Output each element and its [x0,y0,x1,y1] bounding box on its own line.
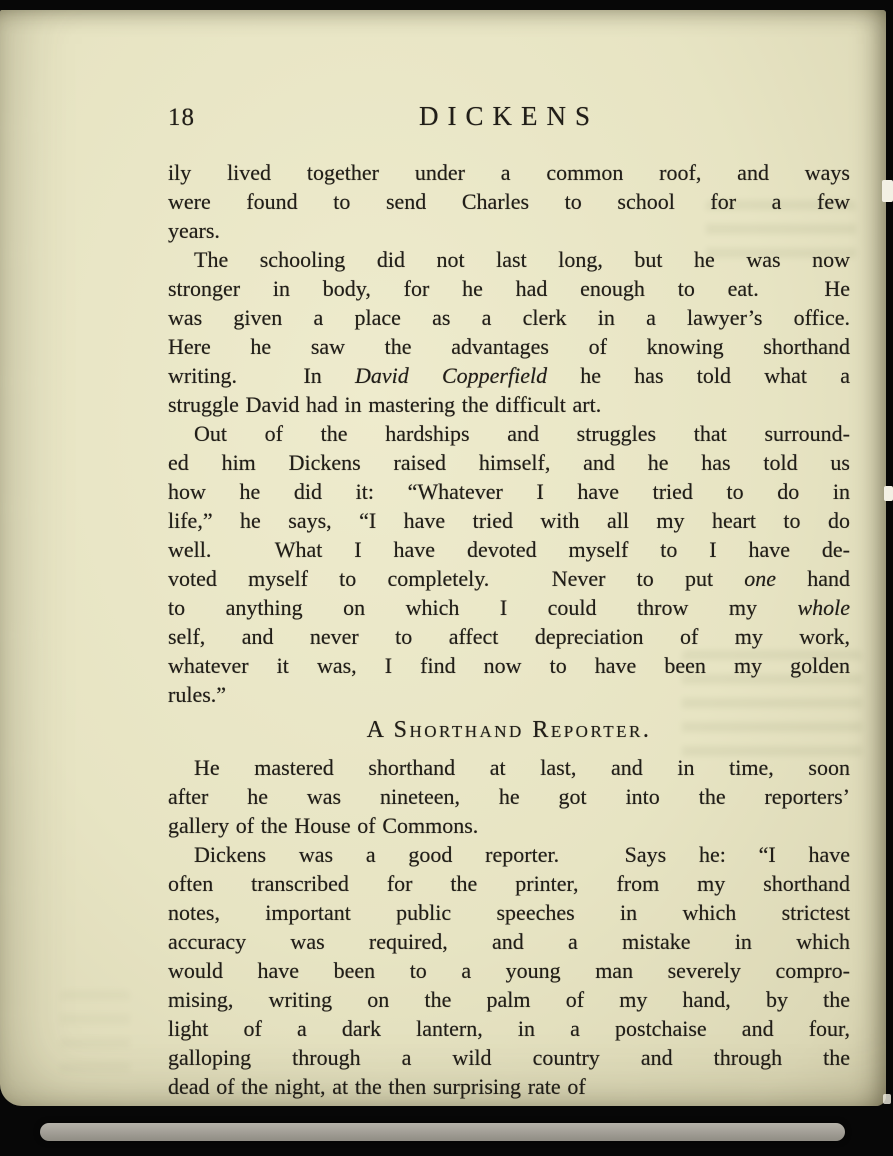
text-line: writing. In David Copperfield he has told what a [168,363,850,388]
text-line: struggle David had in mastering the difficult art. [168,392,602,417]
paragraph [168,245,850,419]
section-heading: A Shorthand Reporter. [366,717,652,743]
text-line: mising, writing on the palm of my hand, by the [168,987,850,1012]
text-line: would have been to a young man severely compro- [168,958,850,983]
text-line: were found to send Charles to school for a few [168,189,850,214]
text-line: Here he saw the advantages of knowing shorthand [168,334,850,359]
paragraph [168,158,850,245]
paragraph [168,419,850,709]
text-line: Dickens was a good reporter. Says he: “I have [194,842,850,867]
text-line: after he was nineteen, he got into the reporters’ [168,784,850,809]
scan-artifact [883,1094,891,1104]
paragraph [168,840,850,1101]
text-line: ed him Dickens raised himself, and he has told us [168,450,850,475]
text-line: stronger in body, for he had enough to eat. He [168,276,850,301]
text-line: voted myself to completely. Never to put one hand [168,566,850,591]
text-line: years. [168,218,220,243]
text-line: well. What I have devoted myself to I have de- [168,537,850,562]
text-line: notes, important public speeches in which strictest [168,900,850,925]
text-line: He mastered shorthand at last, and in time, soon [194,755,850,780]
text-line: was given a place as a clerk in a lawyer’s office. [168,305,850,330]
text-line: accuracy was required, and a mistake in which [168,929,850,954]
text-line: gallery of the House of Commons. [168,813,479,838]
page-number: 18 [168,104,195,131]
text-line: Out of the hardships and struggles that surround- [194,421,850,446]
page-title: DICKENS [418,101,599,131]
paragraph [168,753,850,840]
text-line: how he did it: “Whatever I have tried to do in [168,479,850,504]
scan-artifact [884,486,893,501]
text-line: to anything on which I could throw my whole [168,595,850,620]
text-line: light of a dark lantern, in a postchaise and four, [168,1016,850,1041]
text-line: ily lived together under a common roof, and ways [168,160,850,185]
book-page-edges [40,1123,845,1141]
ink-bleed-through [60,990,130,1080]
text-line: dead of the night, at the then surprising rate of [168,1074,586,1099]
text-line: life,” he says, “I have tried with all my heart to do [168,508,850,533]
scan-artifact [882,180,893,202]
page-header [168,98,850,142]
text-line: rules.” [168,682,227,707]
text-line: self, and never to affect depreciation of my work, [168,624,850,649]
text-line: galloping through a wild country and through the [168,1045,850,1070]
paper-page [0,10,886,1106]
text-body [168,158,850,1101]
text-line: often transcribed for the printer, from my shorthand [168,871,850,896]
text-block [168,98,850,1101]
text-line: The schooling did not last long, but he was now [194,247,850,272]
text-line: whatever it was, I find now to have been my golden [168,653,850,678]
